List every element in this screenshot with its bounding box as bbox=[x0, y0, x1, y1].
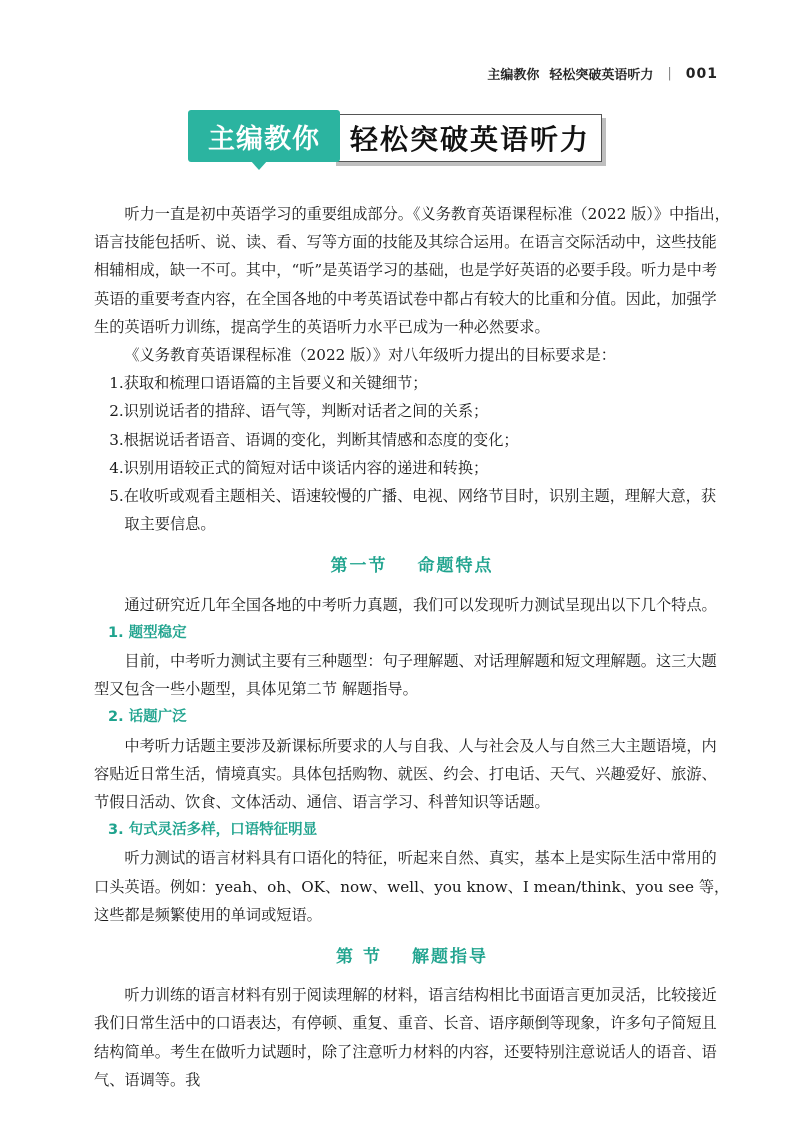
page-content bbox=[94, 200, 730, 1094]
goal-item-3: 3.根据说话者语音、语调的变化，判断其情感和态度的变化； bbox=[109, 430, 519, 449]
section-1-title: 命题特点 bbox=[417, 556, 494, 577]
section-2-heading bbox=[94, 943, 730, 971]
goal-item-4: 4.识别用语较正式的简短对话中谈话内容的递进和转换； bbox=[109, 458, 489, 477]
point-2-heading: 2. 话题广泛 bbox=[108, 709, 187, 726]
point-1-heading: 1. 题型稳定 bbox=[108, 624, 187, 641]
section-1-label: 第一节 bbox=[330, 556, 388, 577]
banner-tag: 主编教你 bbox=[188, 110, 340, 162]
section-2-text: 听力训练的语言材料有别于阅读理解的材料，语言结构相比书面语言更加灵活，比较接近我们日常生活中的口语表达，有停顿、重复、重音、长音、语序颠倒等现象，许多句子简短且结构简单。考生在做听力试题时，除了注意听力材料的内容，还要特别注意说话人的语音、语气、语调等。我 bbox=[94, 986, 717, 1089]
goal-item-1: 1.获取和梳理口语语篇的主旨要义和关键细节； bbox=[109, 374, 428, 393]
standard-paragraph: 《义务教育英语课程标准（2022 版）》对八年级听力提出的目标要求是： bbox=[124, 346, 616, 365]
point-3-text: 听力测试的语言材料具有口语化的特征，听起来自然、真实，基本上是实际生活中常用的口头英语。例如：yeah、oh、OK、now、well、you know、I mean/think、you see 等，这些都是频繁使用的单词或短语。 bbox=[94, 849, 730, 924]
chapter-banner bbox=[188, 110, 606, 172]
running-header bbox=[487, 64, 718, 83]
banner-title: 轻松突破英语听力 bbox=[332, 114, 602, 162]
point-1-text: 目前，中考听力测试主要有三种题型：句子理解题、对话理解题和短文理解题。这三大题型又包含一些小题型，具体见第二节 解题指导。 bbox=[94, 652, 717, 699]
header-book-title: 主编教你 bbox=[487, 68, 540, 83]
header-separator: | bbox=[667, 66, 672, 81]
page-number: 001 bbox=[685, 65, 718, 82]
point-2-text: 中考听力话题主要涉及新课标所要求的人与自我、人与社会及人与自然三大主题语境，内容贴近日常生活，情境真实。具体包括购物、就医、约会、打电话、天气、兴趣爱好、旅游、节假日活动、饮食、文体活动、通信、语言学习、科普知识等话题。 bbox=[94, 736, 717, 812]
header-chapter-title: 轻松突破英语听力 bbox=[549, 68, 654, 83]
goal-item-2: 2.识别说话者的措辞、语气等，判断对话者之间的关系； bbox=[109, 402, 489, 421]
section-1-heading bbox=[94, 552, 730, 580]
point-3-heading: 3. 句式灵活多样，口语特征明显 bbox=[108, 822, 318, 839]
goal-item-5: 5.在收听或观看主题相关、语速较慢的广播、电视、网络节目时，识别主题，理解大意，获取主要信息。 bbox=[109, 487, 717, 534]
banner-tail-shape bbox=[250, 160, 268, 170]
section-2-title: 解题指导 bbox=[411, 947, 488, 968]
section-1-intro: 通过研究近几年全国各地的中考听力真题，我们可以发现听力测试呈现出以下几个特点。 bbox=[124, 595, 717, 614]
intro-paragraph: 听力一直是初中英语学习的重要组成部分。《义务教育英语课程标准（2022 版）》中指出，语言技能包括听、说、读、看、写等方面的技能及其综合运用。在语言交际活动中，这些技能相辅相成，缺一不可。其中，“听”是英语学习的基础，也是学好英语的必要手段。听力是中考英语的重要考查内容，在全国各地的中考英语试卷中都占有较大的比重和分值。因此，加强学生的英语听力训练，提高学生的英语听力水平已成为一种必然要求。 bbox=[94, 205, 730, 336]
section-2-label: 第 节 bbox=[336, 947, 382, 968]
